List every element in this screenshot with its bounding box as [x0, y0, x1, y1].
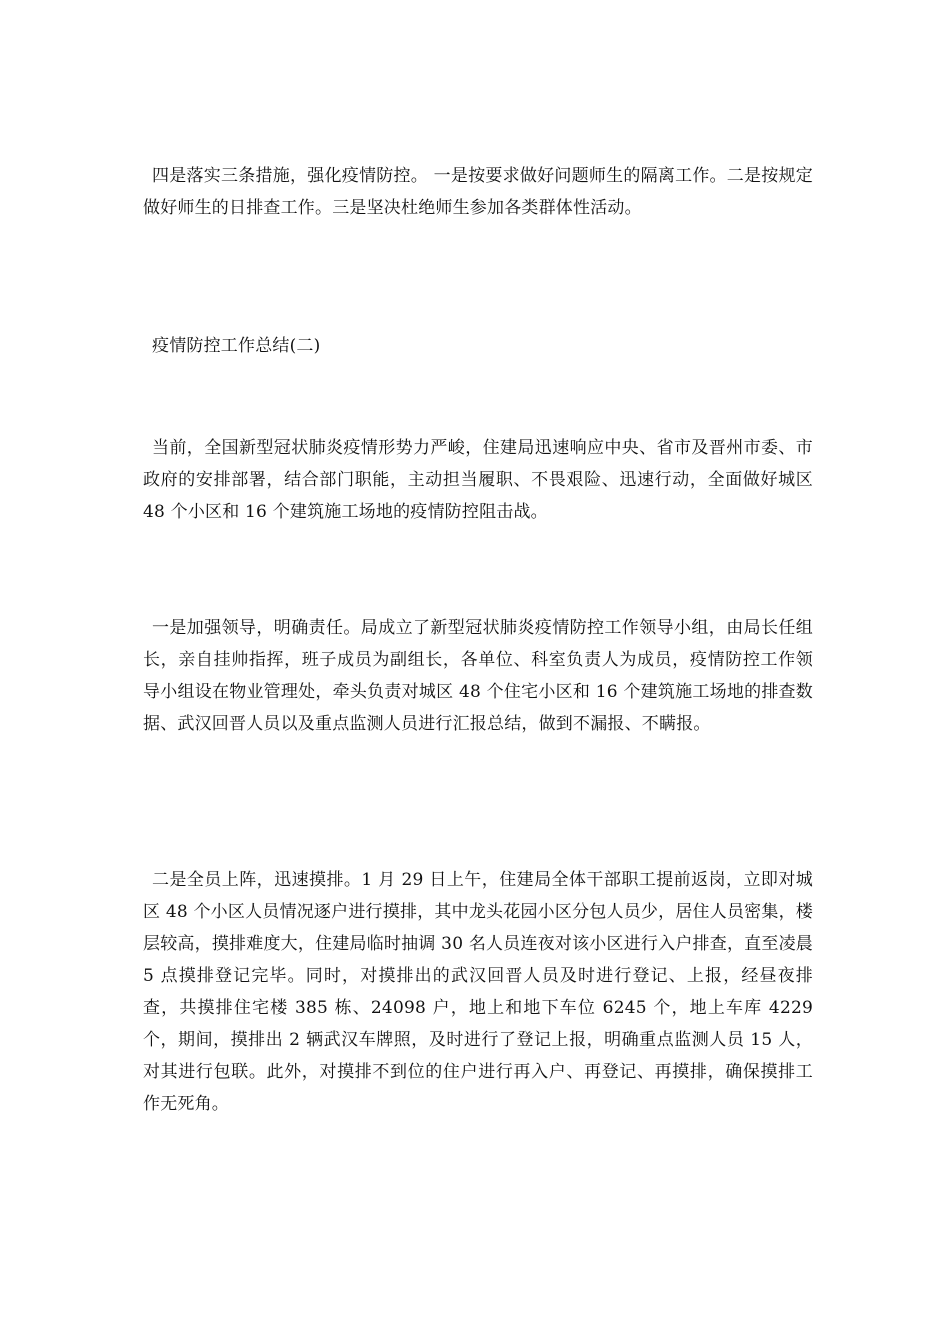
paragraph-intro: 当前，全国新型冠状肺炎疫情形势力严峻，住建局迅速响应中央、省市及晋州市委、市政府的安排部署，结合部门职能，主动担当履职、不畏艰险、迅速行动，全面做好城区 48 个小区和 16 个建筑施工场地的疫情防控阻击战。 — [143, 438, 813, 522]
paragraph-measures: 四是落实三条措施，强化疫情防控。 一是按要求做好问题师生的隔离工作。二是按规定做好师生的日排查工作。三是坚决杜绝师生参加各类群体性活动。 — [143, 166, 813, 218]
section-title: 疫情防控工作总结(二) — [152, 336, 321, 356]
paragraph-investigation: 二是全员上阵，迅速摸排。1 月 29 日上午，住建局全体干部职工提前返岗，立即对城区 48 个小区人员情况逐户进行摸排，其中龙头花园小区分包人员少，居住人员密集，楼层较高，摸排难度大，住建局临时抽调 30 名人员连夜对该小区进行入户排查，直至凌晨 5 点摸排登记完毕。同时，对摸排出的武汉回晋人员及时进行登记、上报，经昼夜排查，共摸排住宅楼 385 栋、24098 户，地上和地下车位 6245 个，地上车库 4229 个，期间，摸排出 2 辆武汉车牌照，及时进行了登记上报，明确重点监测人员 15 人，对其进行包联。此外，对摸排不到位的住户进行再入户、再登记、再摸排，确保摸排工作无死角。 — [143, 870, 813, 1114]
paragraph-leadership: 一是加强领导，明确责任。局成立了新型冠状肺炎疫情防控工作领导小组，由局长任组长，亲自挂帅指挥，班子成员为副组长，各单位、科室负责人为成员，疫情防控工作领导小组设在物业管理处，牵头负责对城区 48 个住宅小区和 16 个建筑施工场地的排查数据、武汉回晋人员以及重点监测人员进行汇报总结，做到不漏报、不瞒报。 — [143, 618, 813, 734]
